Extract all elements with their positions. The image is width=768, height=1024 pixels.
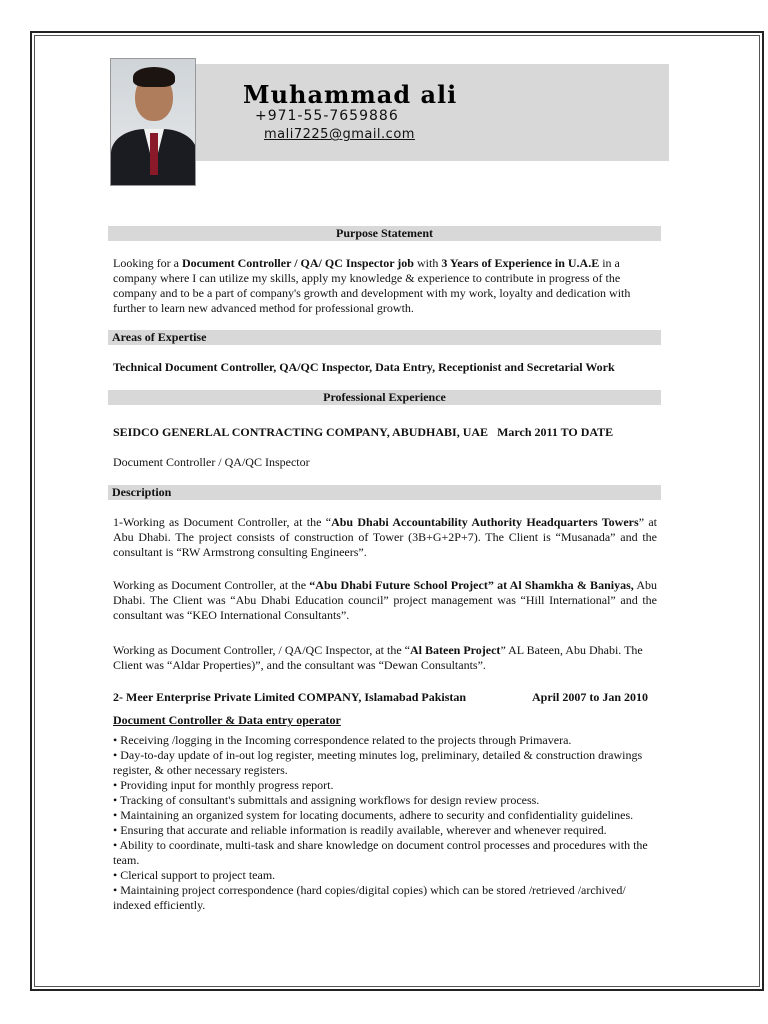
experience-heading: Professional Experience <box>108 390 661 405</box>
phone-number: +971-55-7659886 <box>255 108 399 124</box>
list-item: • Receiving /logging in the Incoming correspondence related to the projects through Primavera. <box>113 733 572 747</box>
expertise-text: Technical Document Controller, QA/QC Inspector, Data Entry, Receptionist and Secretarial Work <box>113 360 615 374</box>
list-item: • Tracking of consultant's submittals and assigning workflows for design review process. <box>113 793 540 807</box>
list-item: • Day-to-day update of in-out log register, meeting minutes log, preliminary, detailed & construction drawings register, & other necessary registers. <box>113 748 643 777</box>
project2-paragraph: Working as Document Controller, at the “Abu Dhabi Future School Project” at Al Shamkha & Baniyas, Abu Dhabi. The Client was “Abu Dhabi Education council” project management was “Hill International” and the consultant was “KEO International Consultants”. <box>113 578 657 622</box>
company2-line: 2- Meer Enterprise Private Limited COMPANY, Islamabad Pakistan April 2007 to Jan 2010 <box>113 690 648 704</box>
company1-line: SEIDCO GENERLAL CONTRACTING COMPANY, ABUDHABI, UAE March 2011 TO DATE <box>113 425 614 439</box>
list-item: • Maintaining project correspondence (hard copies/digital copies) which can be stored /retrieved /archived/ indexed efficiently. <box>113 883 626 912</box>
expertise-heading: Areas of Expertise <box>108 330 661 345</box>
role2: Document Controller & Data entry operator <box>113 713 341 727</box>
project3-paragraph: Working as Document Controller, / QA/QC Inspector, at the “Al Bateen Project” AL Bateen, Abu Dhabi. The Client was “Aldar Properties)”, and the consultant was “Dewan Consultants”. <box>113 643 643 672</box>
role1: Document Controller / QA/QC Inspector <box>113 455 310 469</box>
list-item: • Clerical support to project team. <box>113 868 276 882</box>
duties-list <box>113 733 657 913</box>
candidate-name: Muhammad ali <box>243 80 458 109</box>
list-item: • Ensuring that accurate and reliable information is readily available, wherever and whenever required. <box>113 823 607 837</box>
description-heading: Description <box>108 485 661 500</box>
purpose-text: Looking for a Document Controller / QA/ QC Inspector job with 3 Years of Experience in U.A.E in a company where I can utilize my skills, apply my knowledge & experience to contribute in progress of the company and to be a part of company's growth and development with my work, loyalty and dedication with further to learn new advanced method for professional growth. <box>113 256 631 315</box>
profile-photo <box>110 58 196 186</box>
list-item: • Ability to coordinate, multi-task and share knowledge on document control processes and procedures with the team. <box>113 838 648 867</box>
purpose-heading: Purpose Statement <box>108 226 661 241</box>
list-item: • Maintaining an organized system for locating documents, adhere to security and confidentiality guidelines. <box>113 808 634 822</box>
email-link[interactable]: mali7225@gmail.com <box>264 127 415 142</box>
list-item: • Providing input for monthly progress report. <box>113 778 334 792</box>
project1-paragraph: 1-Working as Document Controller, at the “Abu Dhabi Accountability Authority Headquarters Towers” at Abu Dhabi. The project consists of construction of Tower (3B+G+2P+7). The Client is “Musanada” and the consultant is “RW Armstrong consulting Engineers”. <box>113 515 657 559</box>
